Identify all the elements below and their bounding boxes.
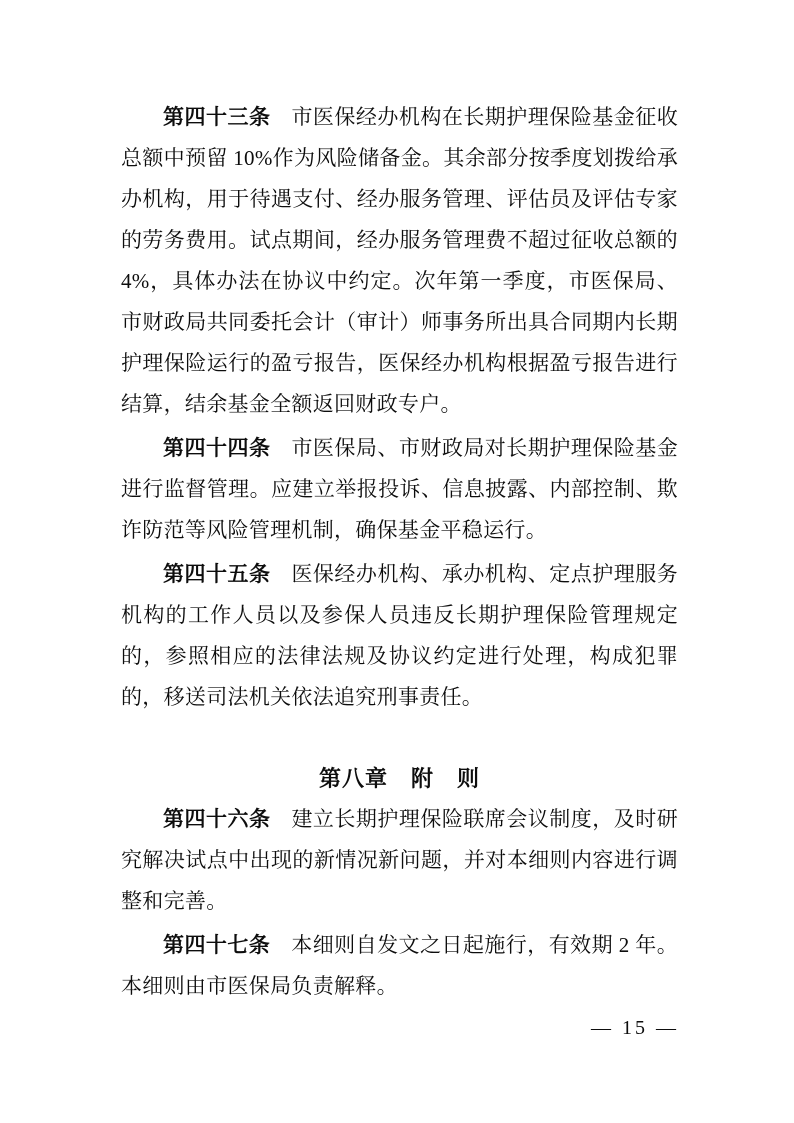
article-46-text: 建立长期护理保险联席会议制度，及时研究解决试点中出现的新情况新问题，并对本细则内容进行调整和完善。 (121, 807, 678, 913)
article-44-paragraph (121, 428, 678, 551)
document-body (121, 97, 678, 1010)
article-44-number: 第四十四条 (163, 437, 271, 460)
article-46-paragraph (121, 799, 678, 922)
chapter-8-heading: 第八章 附 则 (318, 766, 480, 791)
article-45-paragraph (121, 554, 678, 718)
article-43-number: 第四十三条 (163, 106, 271, 129)
article-44-text: 市医保局、市财政局对长期护理保险基金进行监督管理。应建立举报投诉、信息披露、内部控制、欺诈防范等风险管理机制，确保基金平稳运行。 (121, 436, 678, 542)
article-47-paragraph (121, 925, 678, 1007)
article-45-text: 医保经办机构、承办机构、定点护理服务机构的工作人员以及参保人员违反长期护理保险管理规定的，参照相应的法律法规及协议约定进行处理，构成犯罪的，移送司法机关依法追究刑事责任。 (121, 562, 678, 709)
article-43-paragraph (121, 97, 678, 425)
article-45-number: 第四十五条 (163, 563, 271, 586)
page-number: — 15 — (591, 1017, 679, 1039)
article-47-text: 本细则自发文之日起施行，有效期 2 年。本细则由市医保局负责解释。 (121, 933, 679, 998)
article-43-text: 市医保经办机构在长期护理保险基金征收总额中预留 10%作为风险储备金。其余部分按季度划拨给承办机构，用于待遇支付、经办服务管理、评估员及评估专家的劳务费用。试点期间，经办服务管理费不超过征收总额的 4%，具体办法在协议中约定。次年第一季度，市医保局、市财政局共同委托会计（审计）师事务所出具合同期内长期护理保险运行的盈亏报告，医保经办机构根据盈亏报告进行结算，结余基金全额返回财政专户。 (121, 105, 678, 416)
article-46-number: 第四十六条 (163, 808, 271, 831)
article-47-number: 第四十七条 (163, 934, 271, 957)
